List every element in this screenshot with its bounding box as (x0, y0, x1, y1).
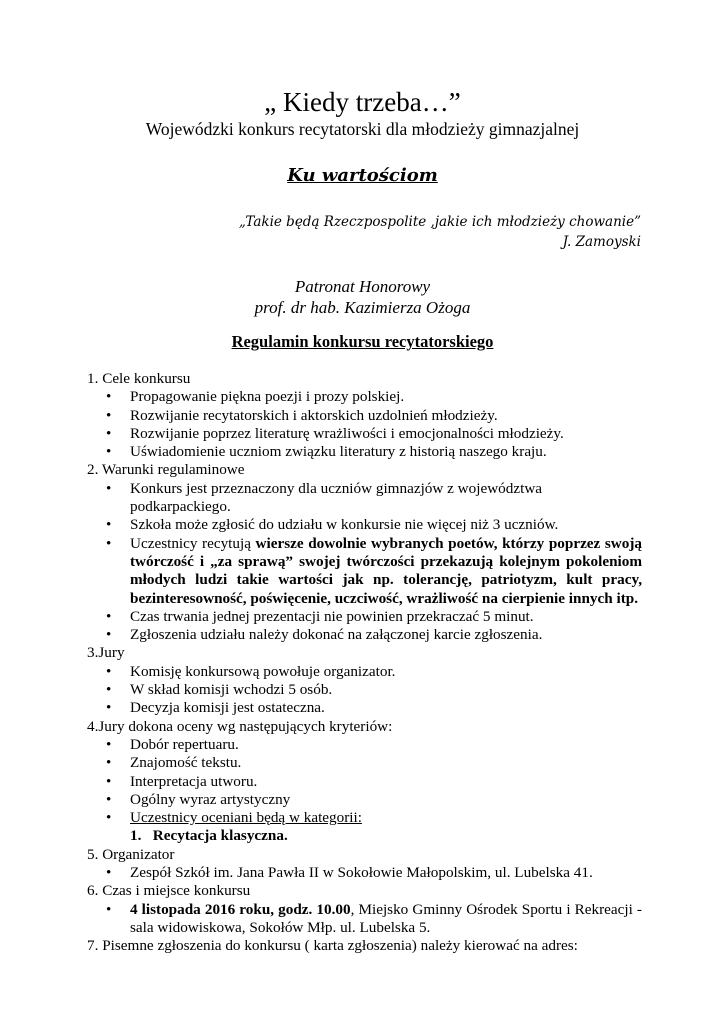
list-item: • Uświadomienie uczniom związku literatury z historią naszego kraju. (130, 443, 642, 461)
list-item-date-place (130, 901, 642, 938)
list-item: • Ogólny wyraz artystyczny (130, 791, 642, 809)
section-6-heading: 6. Czas i miejsce konkursu (87, 882, 251, 900)
list-item: • Rozwijanie recytatorskich i aktorskich uzdolnień młodzieży. (130, 407, 642, 425)
regulations-title: Regulamin konkursu recytatorskiego (231, 332, 494, 351)
document-title: „ Kiedy trzeba…” (264, 87, 461, 117)
section-2-heading: 2. Warunki regulaminowe (87, 461, 245, 479)
list-item-category: • Uczestnicy oceniani będą w kategorii: (130, 809, 642, 827)
regulations-body (87, 370, 642, 956)
list-item: • Decyzja komisji jest ostateczna. (130, 699, 642, 717)
section-4-list (87, 736, 642, 827)
category-entry (87, 827, 642, 845)
section-7-heading: 7. Pisemne zgłoszenia do konkursu ( karta zgłoszenia) należy kierować na adres: (87, 937, 578, 955)
list-item: • Dobór repertuaru. (130, 736, 642, 754)
list-item: • Zgłoszenia udziału należy dokonać na załączonej karcie zgłoszenia. (130, 626, 642, 644)
event-date: 4 listopada 2016 roku, godz. 10.00 (130, 900, 351, 918)
list-item: • Propagowanie piękna poezji i prozy polskiej. (130, 388, 642, 406)
list-item: • Zespół Szkół im. Jana Pawła II w Sokołowie Małopolskim, ul. Lubelska 41. (130, 864, 642, 882)
category-name: Recytacja klasyczna. (152, 827, 288, 845)
list-item: • Czas trwania jednej prezentacji nie powinien przekraczać 5 minut. (130, 608, 642, 626)
document-subtitle: Wojewódzki konkurs recytatorski dla młodzieży gimnazjalnej (145, 119, 580, 139)
list-item: • W skład komisji wchodzi 5 osób. (130, 681, 642, 699)
section-4-heading: 4.Jury dokona oceny wg następujących kryteriów: (87, 717, 393, 735)
list-item-works (130, 535, 642, 608)
section-1-heading: 1. Cele konkursu (87, 370, 191, 387)
list-item: • Rozwijanie poprzez literaturę wrażliwości i emocjonalności młodzieży. (130, 425, 642, 443)
works-description: wiersze dowolnie wybranych poetów, którzy poprzez swoją twórczość i „za sprawą” swojej twórczości przekazują kolejnym pokoleniom młodych ludzi takie wartości jak np. tolerancję, patriotyzm, kult pracy, bezinteresowność, poświęcenie, uczciwość, wrażliwość na cierpienie innych itp. (130, 534, 642, 607)
section-2-list (87, 480, 642, 645)
epigraph (239, 212, 641, 252)
motto-heading: Ku wartościom (287, 165, 438, 186)
epigraph-author: J. Zamoyski (562, 234, 641, 250)
patronage (0, 276, 725, 318)
list-item: • Szkoła może zgłosić do udziału w konkursie nie więcej niż 3 uczniów. (130, 516, 642, 534)
patronage-label: Patronat Honorowy (294, 277, 431, 296)
works-prefix: Uczestnicy recytują (130, 534, 256, 552)
section-3-list (87, 663, 642, 718)
list-item: • Interpretacja utworu. (130, 773, 642, 791)
section-3-heading: 3.Jury (87, 644, 125, 662)
list-item: • Konkurs jest przeznaczony dla uczniów gimnazjów z województwa podkarpackiego. (130, 480, 642, 517)
section-5-heading: 5. Organizator (87, 845, 175, 863)
epigraph-text: „Takie będą Rzeczpospolite ,jakie ich młodzieży chowanie” (238, 214, 641, 230)
list-item: • Komisję konkursową powołuje organizator. (130, 663, 642, 681)
patronage-name: prof. dr hab. Kazimierza Ożoga (254, 298, 471, 317)
section-1-list (87, 388, 642, 461)
list-item: • Znajomość tekstu. (130, 754, 642, 772)
event-place: , Miejsko Gminny Ośrodek Sportu i Rekreacji - sala widowiskowa, Sokołów Młp. ul. Lubelska 5. (130, 900, 642, 936)
section-5-list (87, 864, 642, 882)
section-6-list (87, 901, 642, 938)
category-number: 1. (130, 827, 142, 845)
